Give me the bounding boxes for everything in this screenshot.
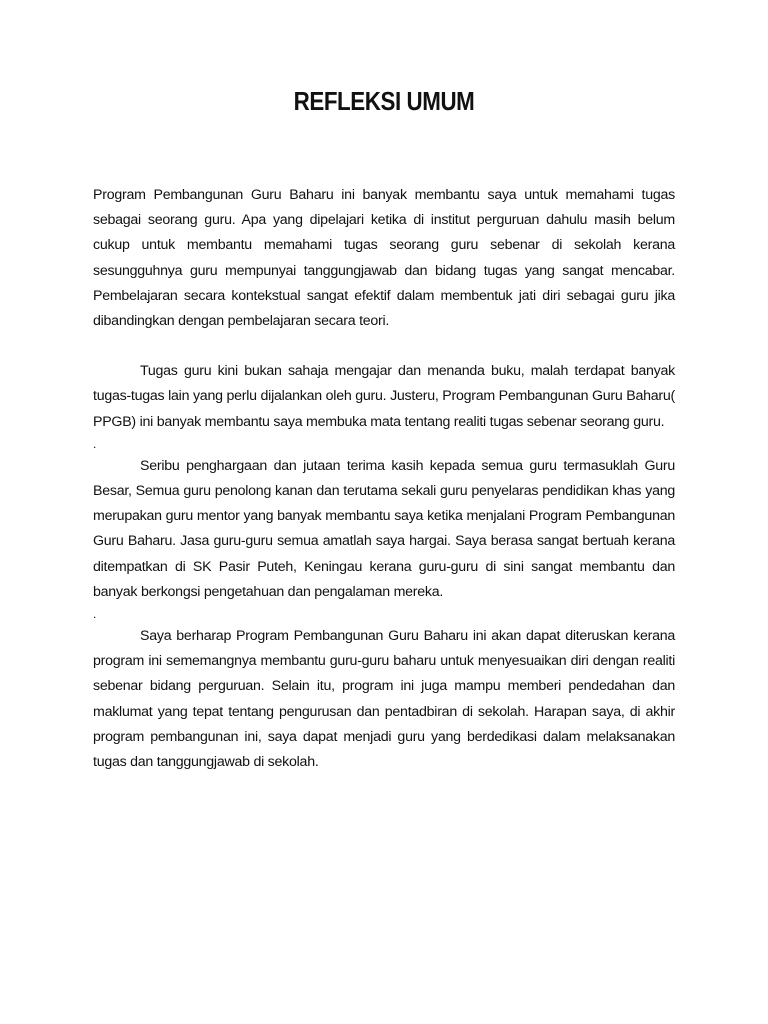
paragraph-gap <box>93 334 675 359</box>
separator-dot-2: . <box>93 607 97 622</box>
paragraph-2: Tugas guru kini bukan sahaja mengajar dan menanda buku, malah terdapat banyak tugas-tugas lain yang perlu dijalankan oleh guru. Justeru, Program Pembangunan Guru Baharu( PPGB) ini banyak membantu saya membuka mata tentang realiti tugas sebenar seorang guru. <box>93 363 675 430</box>
document-body <box>93 183 675 775</box>
page-title: REFLEKSI UMUM <box>293 86 475 116</box>
paragraph-1: Program Pembangunan Guru Baharu ini banyak membantu saya untuk memahami tugas sebagai seorang guru. Apa yang dipelajari ketika di institut perguruan dahulu masih belum cukup untuk membantu memahami tugas seorang guru sebenar di sekolah kerana sesungguhnya guru mempunyai tanggungjawab dan bidang tugas yang sangat mencabar. Pembelajaran secara kontekstual sangat efektif dalam membentuk jati diri sebagai guru jika dibandingkan dengan pembelajaran secara teori. <box>93 187 675 330</box>
paragraph-3: Seribu penghargaan dan jutaan terima kasih kepada semua guru termasuklah Guru Besar, Semua guru penolong kanan dan terutama sekali guru penyelaras pendidikan khas yang merupakan guru mentor yang banyak membantu saya ketika menjalani Program Pembangunan Guru Baharu. Jasa guru-guru semua amatlah saya hargai. Saya berasa sangat bertuah kerana ditempatkan di SK Pasir Puteh, Keningau kerana guru-guru di sini sangat membantu dan banyak berkongsi pengetahuan dan pengalaman mereka. <box>93 457 675 600</box>
separator-dot-1: . <box>93 436 97 451</box>
paragraph-4: Saya berharap Program Pembangunan Guru Baharu ini akan dapat diteruskan kerana program ini sememangnya membantu guru-guru baharu untuk menyesuaikan diri dengan realiti sebenar bidang perguruan. Selain itu, program ini juga mampu memberi pendedahan dan maklumat yang tepat tentang pengurusan dan pentadbiran di sekolah. Harapan saya, di akhir program pembangunan ini, saya dapat menjadi guru yang berdedikasi dalam melaksanakan tugas dan tanggungjawab di sekolah. <box>93 628 675 771</box>
